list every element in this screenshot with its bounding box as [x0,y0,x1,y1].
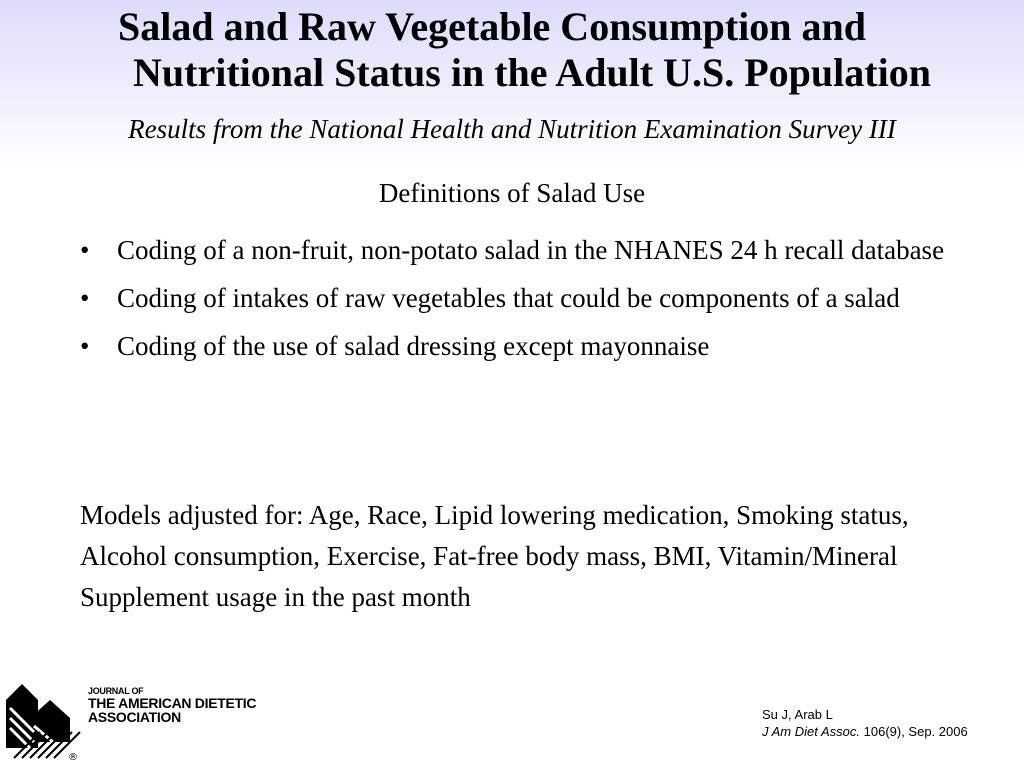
bullet-text: Coding of a non-fruit, non-potato salad in the NHANES 24 h recall database [117,235,945,265]
logo-line-3: ASSOCIATION [88,709,181,725]
citation-details: 106(9), Sep. 2006 [860,724,968,739]
citation-authors: Su J, Arab L [762,707,833,722]
bullet-item [78,278,978,319]
models-adjusted-text: Models adjusted for: Age, Race, Lipid lowering medication, Smoking status, Alcohol consumption, Exercise, Fat-free body mass, BMI, Vitamin/Mineral Supplement usage in the past month [80,500,909,612]
logo-line-2: THE AMERICAN DIETETIC [88,695,257,711]
section-heading: Definitions of Salad Use [378,178,646,208]
bullet-icon: • [80,235,90,265]
logo-wordmark [88,686,256,724]
subtitle: Results from the National Health and Nutrition Examination Survey III [128,114,896,144]
registered-mark: ® [68,752,78,762]
slide-title [0,4,1024,96]
title-line-1: Salad and Raw Vegetable Consumption and [118,4,866,49]
journal-logo [4,678,264,762]
citation-source [762,724,968,739]
citation-journal: J Am Diet Assoc. [762,724,861,739]
bullet-icon: • [80,283,90,313]
bullet-list [78,230,978,374]
bullet-text: Coding of intakes of raw vegetables that could be components of a salad [117,283,900,313]
bullet-item [78,326,978,367]
bullet-icon: • [80,331,90,361]
bullet-text: Coding of the use of salad dressing except mayonnaise [117,331,710,361]
bullet-item [78,230,978,271]
logo-line-1: JOURNAL OF [88,686,144,696]
citation [762,706,1012,740]
logo-emblem-icon [4,678,86,762]
title-line-2: Nutritional Status in the Adult U.S. Population [133,50,931,95]
